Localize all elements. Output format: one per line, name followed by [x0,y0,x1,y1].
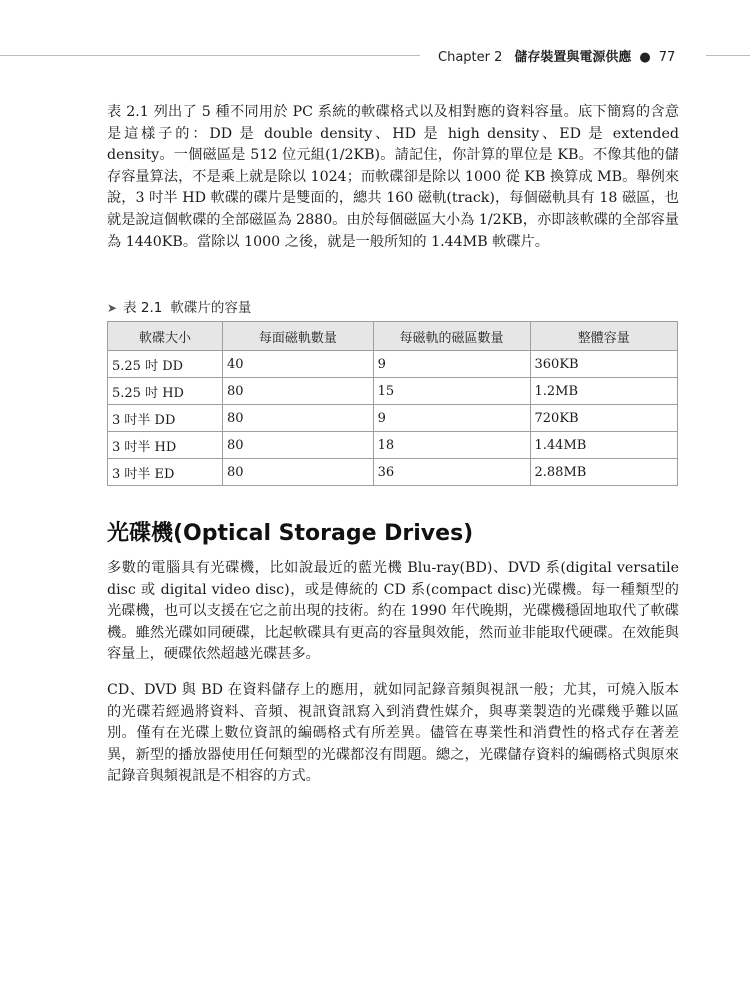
table-row [108,378,678,405]
table-cell: 720KB [530,405,678,432]
table-row [108,351,678,378]
table-cell: 9 [373,405,530,432]
floppy-capacity-table [107,321,678,486]
page-number: 77 [658,50,676,65]
table-row [108,432,678,459]
optical-formats-paragraph: CD、DVD 與 BD 在資料儲存上的應用，就如同記錄音頻與視訊一般；尤其，可燒入版本的光碟若經過將資料、音頻、視訊資訊寫入到消費性媒介，與專業製造的光碟幾乎難以區別。僅有在光碟上數位資訊的編碼格式有所差異。儘管在專業性和消費性的格式存在著差異，新型的播放器使用任何類型的光碟都沒有問題。總之，光碟儲存資料的編碼格式與原來記錄音與頻視訊是不相容的方式。 [107,682,679,785]
running-header [0,44,750,68]
column-header: 軟碟大小 [108,322,223,351]
optical-drives-paragraph: 多數的電腦具有光碟機，比如說最近的藍光機 Blu-ray(BD)、DVD 系(digital versatile disc 或 digital video disc)，或是傳統的 CD 系(compact disc)光碟機。每一種類型的光碟機，也可以支援在它之前出現的技術。約在 1990 年代晚期，光碟機穩固地取代了軟碟機。雖然光碟如同硬碟，比起軟碟具有更高的容量與效能，然而並非能取代硬碟。在效能與容量上，硬碟依然超越光碟甚多。 [107,560,679,663]
table-cell: 9 [373,351,530,378]
table-cell: 80 [223,459,374,486]
table-title: 軟碟片的容量 [170,300,252,316]
header-title: 儲存裝置與電源供應 [514,50,632,65]
table-cell: 3 吋半 HD [108,432,223,459]
table-cell: 1.44MB [530,432,678,459]
column-header: 每磁軌的磁區數量 [373,322,530,351]
table-number: 表 2.1 [123,300,163,316]
table-cell: 15 [373,378,530,405]
table-cell: 80 [223,378,374,405]
column-header: 整體容量 [530,322,678,351]
table-row [108,459,678,486]
table-header-row [108,322,678,351]
table-cell: 3 吋半 ED [108,459,223,486]
section-heading: 光碟機(Optical Storage Drives) [107,521,474,546]
table-cell: 80 [223,405,374,432]
table-cell: 5.25 吋 DD [108,351,223,378]
table-cell: 3 吋半 DD [108,405,223,432]
table-caption [107,296,251,316]
header-text [438,46,675,65]
intro-paragraph: 表 2.1 列出了 5 種不同用於 PC 系統的軟碟格式以及相對應的資料容量。底下簡寫的含意是這樣子的：DD 是 double density、HD 是 high density、ED 是 extended density。一個磁區是 512 位元組(1/2KB)。請記住，你計算的單位是 KB。不像其他的儲存容量算法，不是乘上就是除以 1024；而軟碟卻是除以 1000 從 KB 換算成 MB。舉例來說，3 吋半 HD 軟碟的碟片是雙面的，總共 160 磁軌(track)，每個磁軌具有 18 磁區，也就是說這個軟碟的全部磁區為 2880。由於每個磁區大小為 1/2KB，亦即該軟碟的全部容量為 1440KB。當除以 1000 之後，就是一般所知的 1.44MB 軟碟片。 [107,104,679,250]
caption-arrow-icon: ➤ [107,301,118,315]
header-rule-right [706,55,750,56]
table-cell: 18 [373,432,530,459]
table-row [108,405,678,432]
table-cell: 80 [223,432,374,459]
column-header: 每面磁軌數量 [223,322,374,351]
table-cell: 5.25 吋 HD [108,378,223,405]
header-chapter: Chapter 2 [438,50,503,65]
table-cell: 1.2MB [530,378,678,405]
table-cell: 40 [223,351,374,378]
header-rule-left [0,55,420,56]
header-bullet: ● [639,50,651,65]
table-cell: 2.88MB [530,459,678,486]
table-cell: 360KB [530,351,678,378]
table-cell: 36 [373,459,530,486]
